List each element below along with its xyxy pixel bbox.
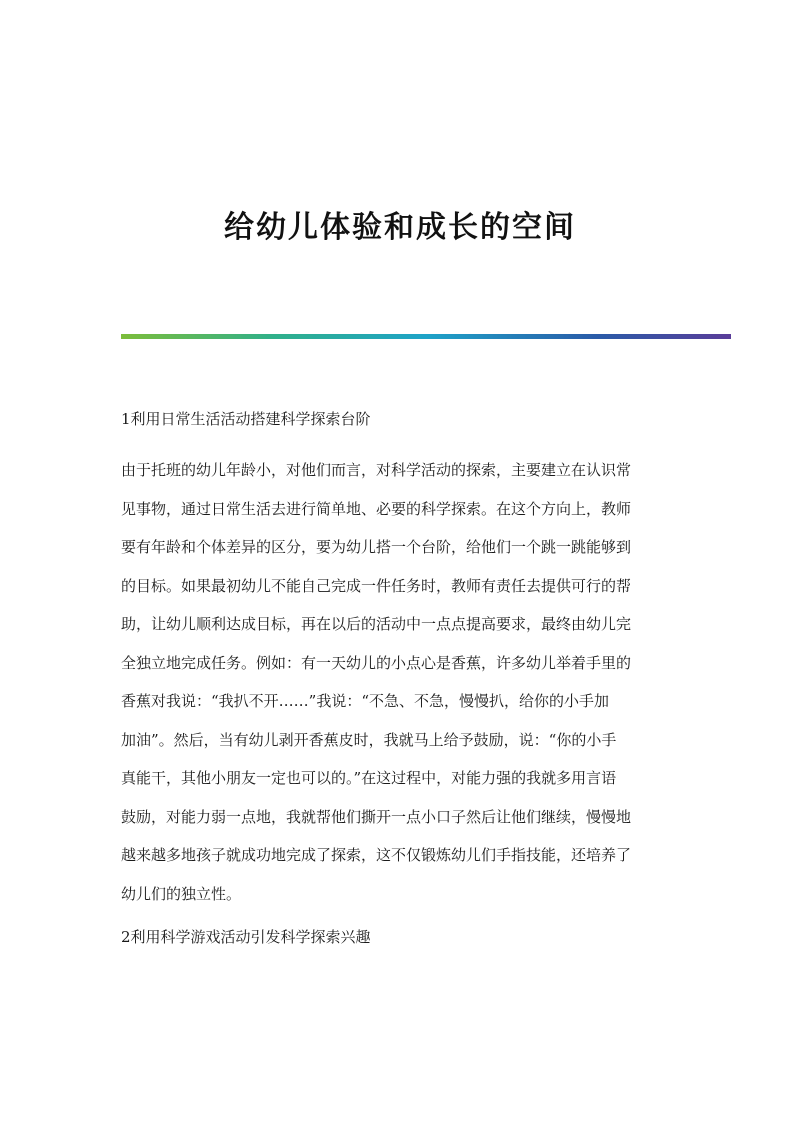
paragraph-line: 真能干，其他小朋友一定也可以的。”在这过程中，对能力强的我就多用言语: [121, 769, 617, 787]
paragraph-line: 鼓励，对能力弱一点地，我就帮他们撕开一点小口子然后让他们继续，慢慢地: [121, 807, 632, 826]
paragraph-line: 香蕉对我说：“我扒不开……”我说：“不急、不急，慢慢扒，给你的小手加: [121, 692, 610, 710]
document-body: [121, 404, 681, 969]
section-heading-1: 1利用日常生活活动搭建科学探索台阶: [121, 410, 371, 428]
paragraph-line: 越来越多地孩子就成功地完成了探索，这不仅锻炼幼儿们手指技能，还培养了: [121, 846, 632, 864]
paragraph-line: 由于托班的幼儿年龄小，对他们而言，对科学活动的探索，主要建立在认识常: [121, 461, 632, 479]
paragraph-line: 全独立地完成任务。例如：有一天幼儿的小点心是香蕉，许多幼儿举着手里的: [121, 653, 632, 672]
paragraph-line: 加油”。然后，当有幼儿剥开香蕉皮时，我就马上给予鼓励，说：“你的小手: [121, 730, 617, 749]
paragraph-line: 助，让幼儿顺利达成目标，再在以后的活动中一点点提高要求，最终由幼儿完: [121, 615, 632, 633]
document-title: 给幼儿体验和成长的空间: [224, 210, 576, 246]
paragraph-line: 要有年龄和个体差异的区分，要为幼儿搭一个台阶，给他们一个跳一跳能够到: [121, 538, 632, 556]
paragraph-line: 的目标。如果最初幼儿不能自己完成一件任务时，教师有责任去提供可行的帮: [121, 576, 632, 595]
section-1-paragraph: [121, 451, 681, 913]
paragraph-line: 幼儿们的独立性。: [121, 884, 242, 903]
title-divider: [121, 334, 731, 339]
paragraph-line: 见事物，通过日常生活去进行简单地、必要的科学探索。在这个方向上，教师: [121, 499, 632, 518]
section-heading-2: 2利用科学游戏活动引发科学探索兴趣: [121, 928, 371, 946]
